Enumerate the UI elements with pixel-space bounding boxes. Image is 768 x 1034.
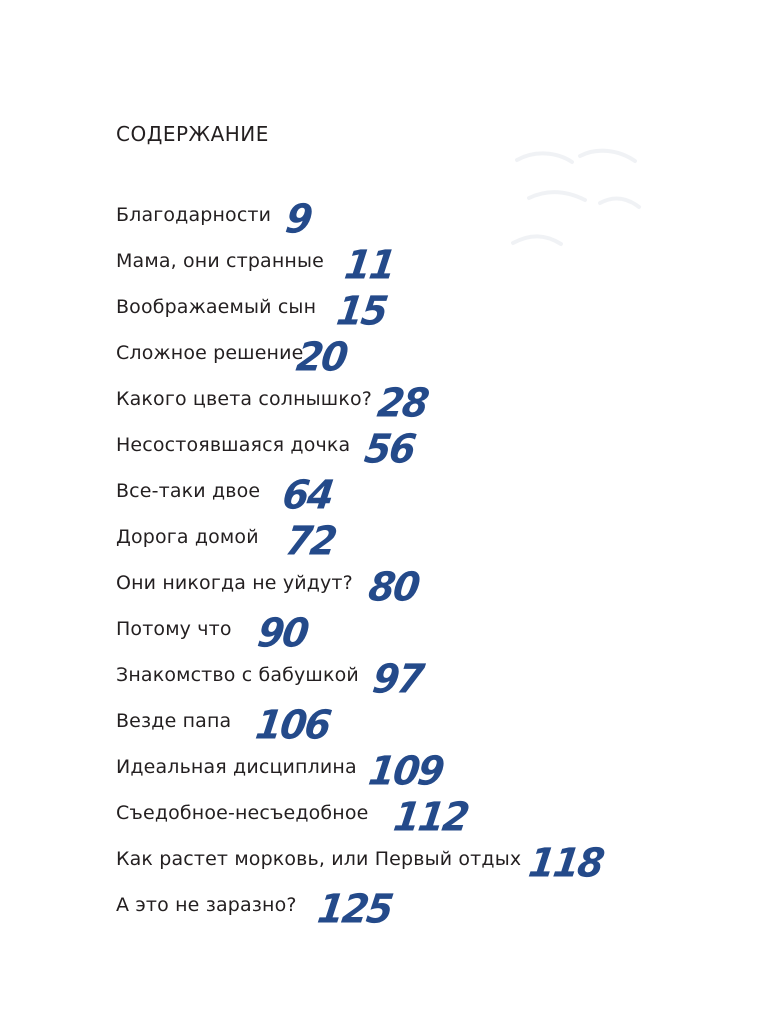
toc-entry-title: Мама, они странные (116, 250, 324, 272)
toc-entry-title: Знакомство с бабушкой (116, 664, 359, 686)
toc-entry-page-number: 9 (282, 195, 314, 243)
toc-entry-title: Несостоявшаяся дочка (116, 434, 351, 456)
toc-entry-page-number: 109 (365, 747, 446, 795)
toc-entry-title: Они никогда не уйдут? (116, 572, 353, 594)
toc-entry-page-number: 15 (333, 287, 390, 335)
toc-entry-title: Идеальная дисциплина (116, 756, 357, 778)
toc-entry-title: Везде папа (116, 710, 232, 732)
toc-entry-page-number: 125 (314, 885, 395, 933)
toc-entry-page-number: 11 (341, 241, 398, 289)
toc-entry-title: Благодарности (116, 204, 272, 226)
toc-entry-page-number: 80 (365, 563, 422, 611)
toc-entry-page-number: 72 (282, 517, 339, 565)
toc-entry-page-number: 112 (390, 793, 471, 841)
toc-entry-page-number: 20 (293, 333, 350, 381)
toc-entry-page-number: 56 (361, 425, 418, 473)
toc-entry-page-number: 90 (254, 609, 311, 657)
toc-entry-page-number: 28 (374, 379, 431, 427)
toc-heading: СОДЕРЖАНИЕ (116, 122, 269, 146)
toc-entry-title: Дорога домой (116, 526, 259, 548)
toc-entry-page-number: 64 (279, 471, 336, 519)
toc-entry-page-number: 97 (369, 655, 426, 703)
toc-entry-title: Какого цвета солнышко? (116, 388, 372, 410)
toc-entry-title: Сложное решение (116, 342, 304, 364)
toc-entry-title: Воображаемый сын (116, 296, 317, 318)
toc-entry-page-number: 106 (252, 701, 333, 749)
toc-entry-title: Потому что (116, 618, 232, 640)
toc-entry-page-number: 118 (525, 839, 606, 887)
toc-entry-title: Как растет морковь, или Первый отдых (116, 848, 522, 870)
toc-entry-title: Съедобное-несъедобное (116, 802, 369, 824)
toc-entry-title: Все-таки двое (116, 480, 261, 502)
toc-entry-title: А это не заразно? (116, 894, 297, 916)
